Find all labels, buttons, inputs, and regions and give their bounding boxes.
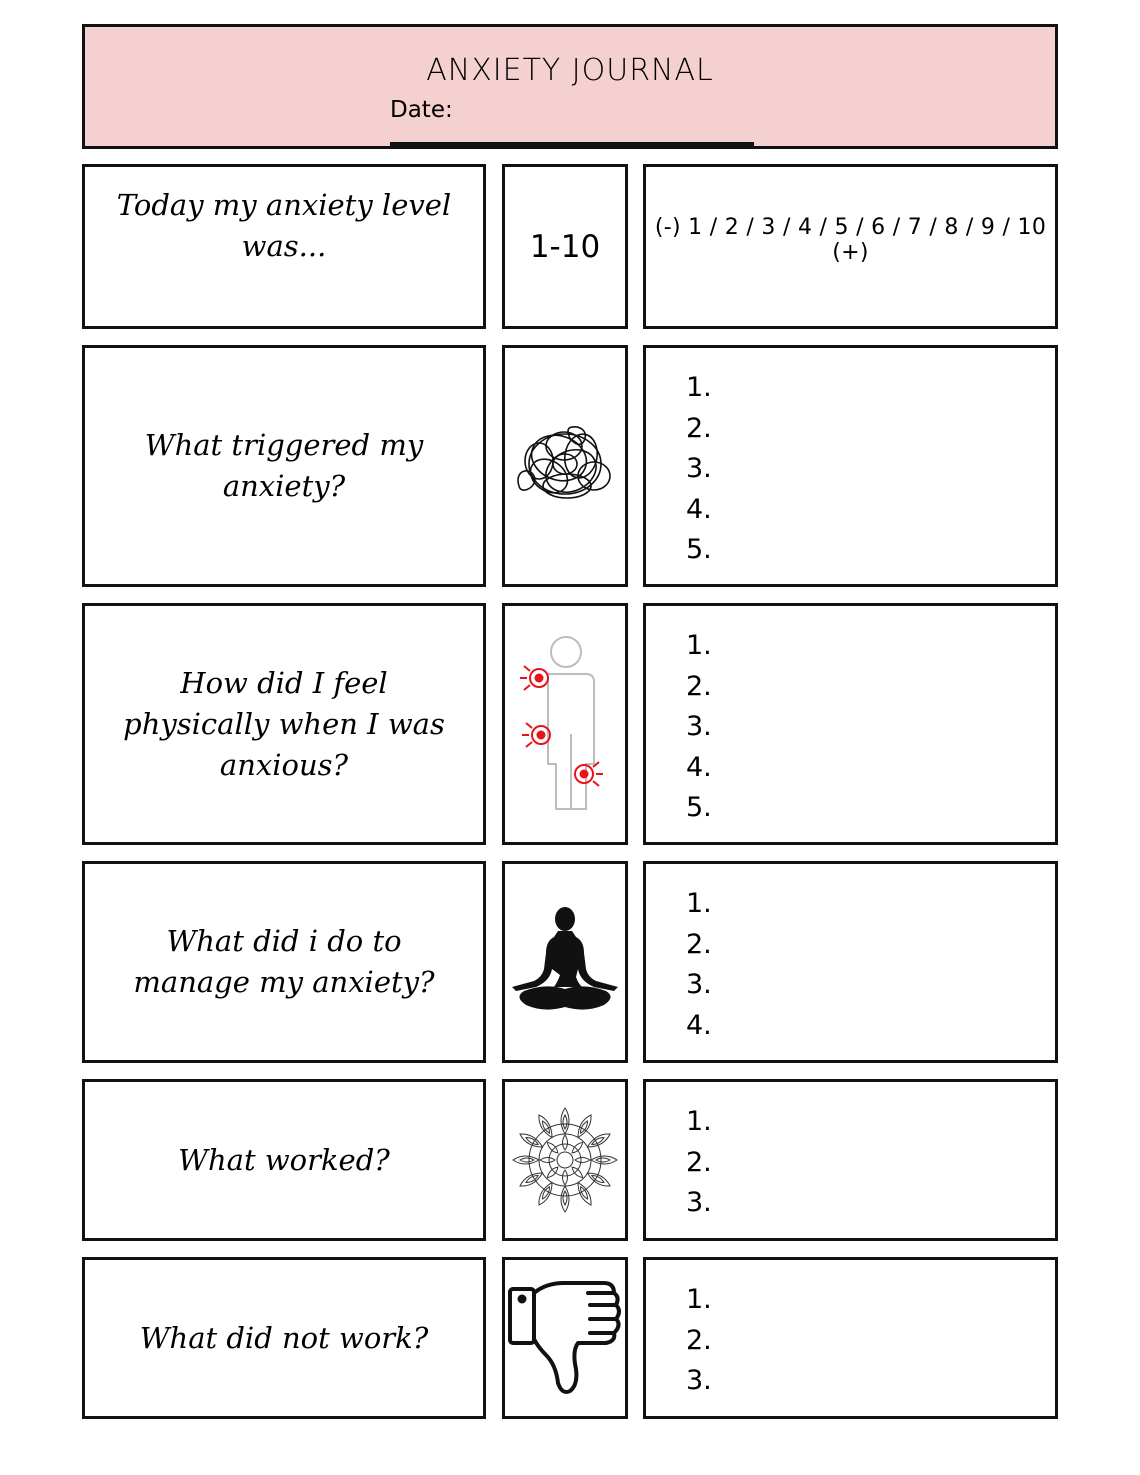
date-label: Date: bbox=[390, 97, 453, 123]
list-item: 3. bbox=[686, 969, 712, 1000]
date-input-line[interactable] bbox=[390, 142, 754, 148]
scribble-icon bbox=[509, 416, 621, 516]
list-item: 1. bbox=[686, 372, 712, 403]
answer-anxiety-level[interactable] bbox=[643, 164, 1058, 329]
question-text: What did not work? bbox=[139, 1320, 429, 1355]
answer-not-worked[interactable] bbox=[643, 1257, 1058, 1419]
answer-worked[interactable] bbox=[643, 1079, 1058, 1241]
list-item: 2. bbox=[686, 412, 712, 444]
question-anxiety-level bbox=[82, 164, 486, 329]
numbered-list bbox=[686, 1102, 712, 1224]
list-item: 2. bbox=[686, 1324, 712, 1356]
icon-cell bbox=[502, 861, 628, 1063]
list-item: 2. bbox=[686, 670, 712, 702]
list-item: 4. bbox=[686, 1009, 712, 1041]
list-item: 1. bbox=[686, 888, 712, 919]
list-item: 3. bbox=[686, 711, 712, 742]
list-item: 3. bbox=[686, 453, 712, 484]
list-item: 4. bbox=[686, 751, 712, 783]
question-text: What triggered my anxiety? bbox=[144, 428, 424, 503]
journal-header bbox=[82, 24, 1058, 149]
numbered-list bbox=[686, 626, 712, 829]
page-title: ANXIETY JOURNAL bbox=[426, 53, 714, 88]
thumbs-down-icon bbox=[506, 1279, 624, 1397]
list-item: 2. bbox=[686, 1146, 712, 1178]
question-worked bbox=[82, 1079, 486, 1241]
list-item: 1. bbox=[686, 1284, 712, 1315]
list-item: 1. bbox=[686, 630, 712, 661]
question-text: How did I feel physically when I was anxious? bbox=[123, 665, 445, 782]
answer-physical[interactable] bbox=[643, 603, 1058, 845]
question-text: What did i do to manage my anxiety? bbox=[133, 924, 435, 999]
question-text: Today my anxiety level was... bbox=[116, 188, 452, 263]
list-item: 1. bbox=[686, 1106, 712, 1137]
scale-range-label: 1-10 bbox=[529, 228, 601, 265]
numbered-list bbox=[686, 884, 712, 1046]
icon-cell bbox=[502, 1079, 628, 1241]
list-item: 2. bbox=[686, 928, 712, 960]
list-item: 5. bbox=[686, 792, 712, 823]
numbered-list bbox=[686, 368, 712, 571]
numbered-list bbox=[686, 1280, 712, 1402]
list-item: 4. bbox=[686, 493, 712, 525]
scale-range-cell bbox=[502, 164, 628, 329]
icon-cell bbox=[502, 603, 628, 845]
question-physical bbox=[82, 603, 486, 845]
anxiety-scale: (-) 1 / 2 / 3 / 4 / 5 / 6 / 7 / 8 / 9 / 10 (+) bbox=[654, 215, 1047, 265]
meditation-icon bbox=[506, 907, 624, 1017]
icon-cell bbox=[502, 345, 628, 587]
icon-cell bbox=[502, 1257, 628, 1419]
answer-triggers[interactable] bbox=[643, 345, 1058, 587]
question-triggers bbox=[82, 345, 486, 587]
question-manage bbox=[82, 861, 486, 1063]
list-item: 3. bbox=[686, 1187, 712, 1218]
mandala-icon bbox=[510, 1105, 620, 1215]
question-text: What worked? bbox=[178, 1142, 390, 1177]
list-item: 3. bbox=[686, 1365, 712, 1396]
list-item: 5. bbox=[686, 534, 712, 565]
answer-manage[interactable] bbox=[643, 861, 1058, 1063]
question-not-worked bbox=[82, 1257, 486, 1419]
body-pain-icon bbox=[510, 634, 620, 814]
